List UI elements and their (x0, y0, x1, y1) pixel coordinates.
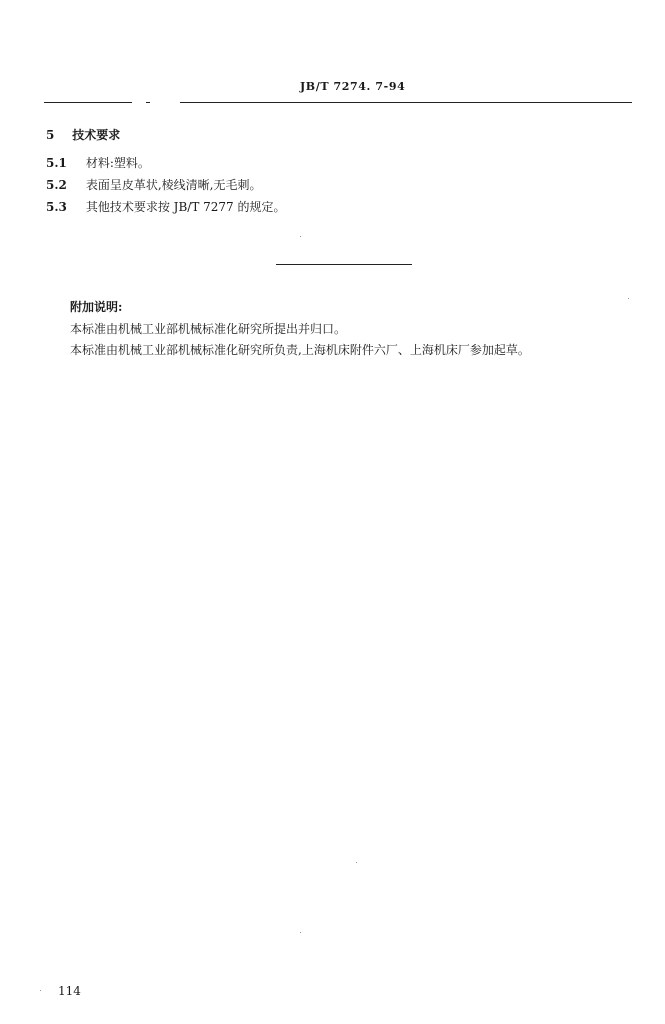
clause-list (46, 154, 286, 220)
scan-speck (300, 236, 301, 237)
standard-code: JB/T 7274. 7-94 (300, 80, 406, 93)
section-title: 技术要求 (72, 128, 121, 142)
clause-number: 5.2 (46, 178, 67, 192)
clause-number: 5.1 (46, 156, 67, 170)
appendix-note (70, 298, 530, 362)
appendix-line: 本标准由机械工业部机械标准化研究所提出并归口。 (70, 322, 347, 336)
header-rule-gap (150, 99, 180, 105)
clause-text: 表面呈皮革状,棱线清晰,无毛刺。 (85, 178, 262, 192)
page-header (0, 80, 665, 104)
scan-speck (356, 862, 357, 863)
clause-number: 5.3 (46, 200, 67, 214)
header-rule-gap (132, 99, 146, 105)
scan-speck (628, 298, 629, 299)
scan-speck (40, 990, 41, 991)
page-number: 114 (58, 984, 81, 998)
clause-text: 材料:塑料。 (85, 156, 150, 170)
section-heading (46, 126, 120, 143)
appendix-title: 附加说明: (70, 300, 123, 314)
clause-text: 其他技术要求按 JB/T 7277 的规定。 (85, 200, 286, 214)
clause-item (46, 154, 286, 176)
appendix-line: 本标准由机械工业部机械标准化研究所负责,上海机床附件六厂、上海机床厂参加起草。 (70, 343, 530, 357)
clause-item (46, 198, 286, 220)
section-divider (276, 264, 412, 265)
clause-item (46, 176, 286, 198)
scan-speck (300, 932, 301, 933)
section-number: 5 (46, 128, 55, 142)
